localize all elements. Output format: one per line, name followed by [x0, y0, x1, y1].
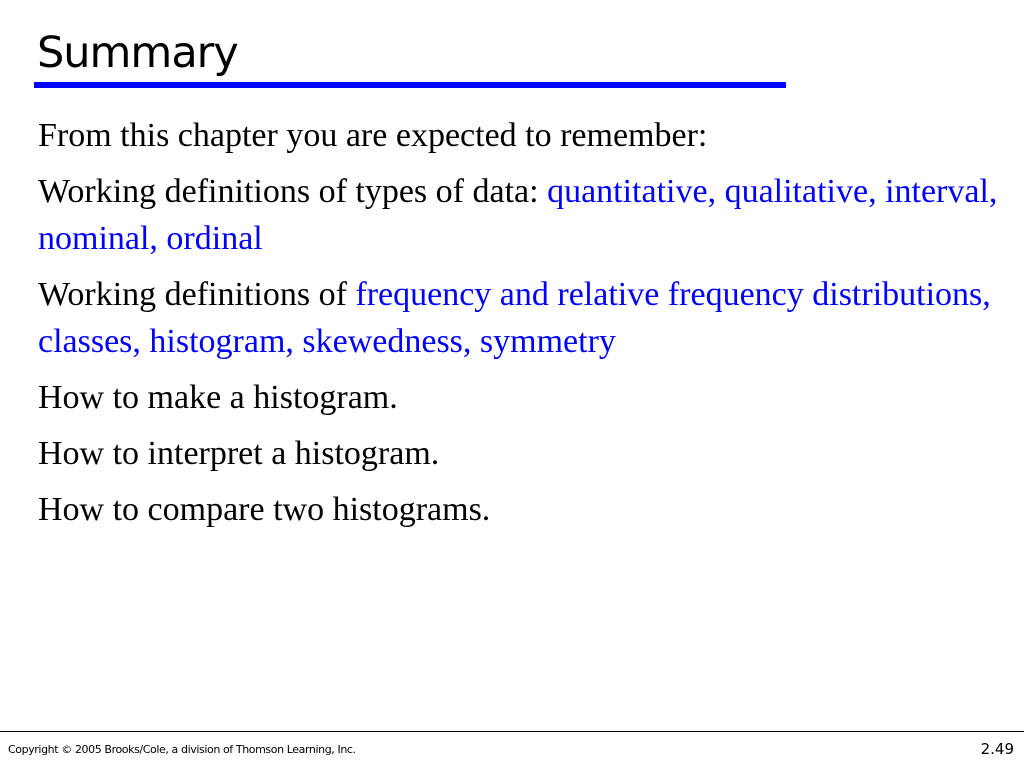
- summary-item-make-histogram: [38, 374, 998, 421]
- summary-item-text: Working definitions of types of data:: [38, 173, 548, 210]
- summary-item-text: Working definitions of: [38, 276, 356, 313]
- summary-item-compare-histograms: [38, 486, 998, 533]
- summary-item-text: How to compare two histograms.: [38, 491, 491, 528]
- slide-title: Summary: [37, 28, 238, 78]
- title-underline: [34, 82, 786, 88]
- summary-item-frequency: [38, 271, 998, 365]
- summary-item-intro: [38, 112, 998, 159]
- summary-list: [38, 112, 998, 542]
- footer-copyright: Copyright © 2005 Brooks/Cole, a division of Thomson Learning, Inc.: [8, 743, 356, 756]
- summary-item-highlight: frequency and relative frequency distributions, classes, histogram, skewedness, symmetry: [38, 276, 991, 360]
- summary-item-data-types: [38, 168, 998, 262]
- summary-item-text: How to make a histogram.: [38, 379, 398, 416]
- footer-divider: [0, 731, 1024, 732]
- page-number: 2.49: [980, 740, 1014, 758]
- summary-item-text: From this chapter you are expected to remember:: [38, 117, 708, 154]
- summary-item-text: How to interpret a histogram.: [38, 435, 440, 472]
- summary-item-highlight: quantitative, qualitative, interval, nominal, ordinal: [38, 173, 998, 257]
- summary-item-interpret-histogram: [38, 430, 998, 477]
